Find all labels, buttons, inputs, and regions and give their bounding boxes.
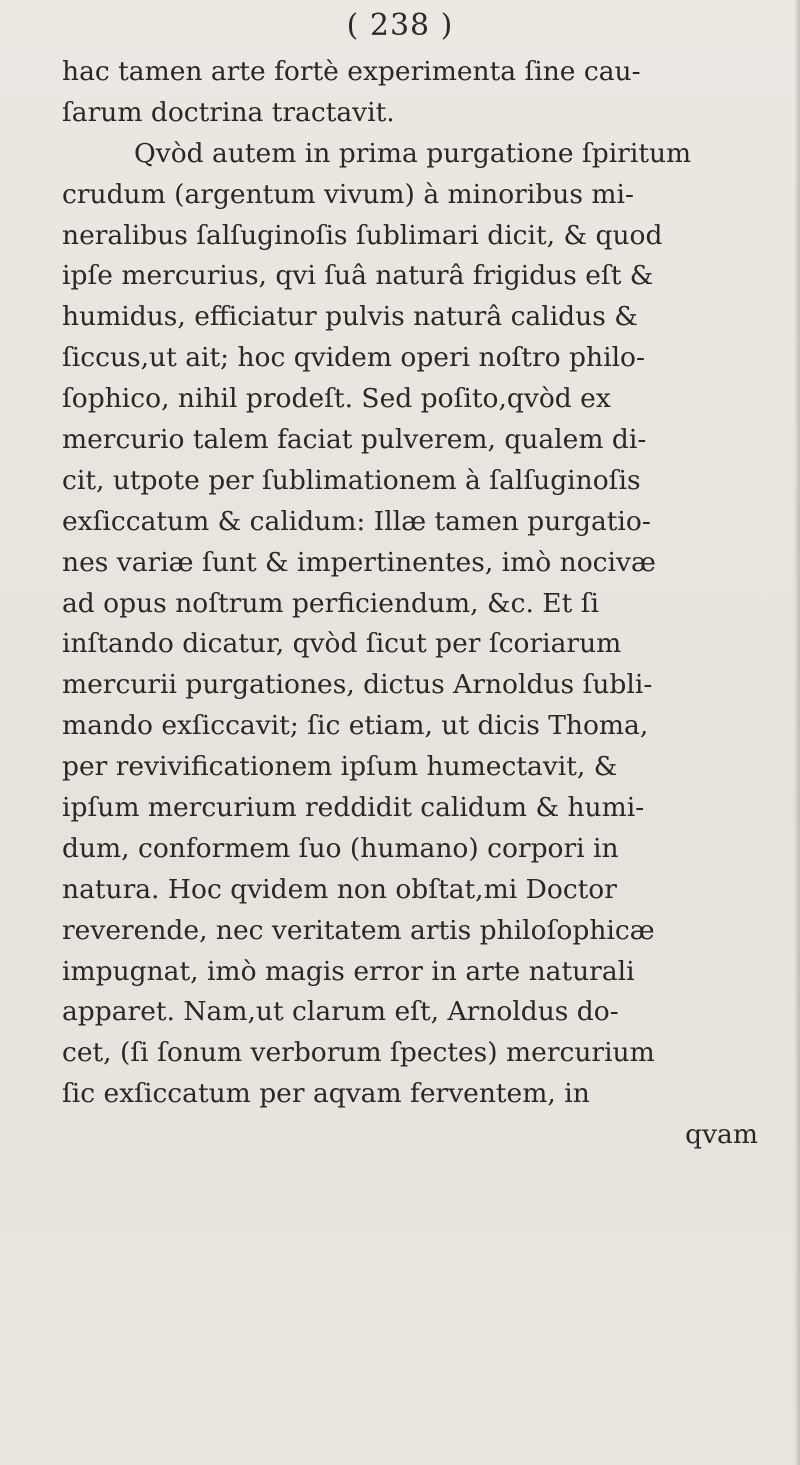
body-text (62, 52, 792, 1156)
text-line-11: cit, utpote per ſublimationem à ſalſuginoſis (62, 464, 641, 496)
text-line-24: apparet. Nam,ut clarum eſt, Arnoldus do- (62, 996, 619, 1028)
text-line-9: ſophico, nihil prodeſt. Sed poſito,qvòd ex (62, 383, 611, 415)
text-line-5: neralibus ſalſuginoſis ſublimari dicit, & quod (62, 219, 663, 251)
text-line-18: per revivificationem ipſum humectavit, & (62, 751, 618, 783)
text-line-6: ipſe mercurius, qvi ſuâ naturâ frigidus eſt & (62, 260, 654, 292)
text-line-19: ipſum mercurium reddidit calidum & humi- (62, 792, 645, 824)
text-line-2: ſarum doctrina tractavit. (62, 96, 395, 128)
text-line-20: dum, conformem ſuo (humano) corpori in (62, 832, 619, 864)
text-line-17: mando exſiccavit; ſic etiam, ut dicis Thoma, (62, 710, 649, 742)
text-line-4: crudum (argentum vivum) à minoribus mi- (62, 178, 634, 210)
catchword: qvam (685, 1119, 758, 1151)
text-line-21: natura. Hoc qvidem non obſtat,mi Doctor (62, 873, 617, 905)
page-number: ( 238 ) (346, 8, 454, 43)
text-line-25: cet, (ſi ſonum verborum ſpectes) mercurium (62, 1037, 655, 1069)
text-line-1: hac tamen arte fortè experimenta ſine cau- (62, 56, 641, 87)
text-line-10: mercurio talem faciat pulverem, qualem di- (62, 424, 647, 456)
text-line-13: nes variæ ſunt & impertinentes, imò nocivæ (62, 546, 656, 578)
text-line-23: impugnat, imò magis error in arte naturali (62, 955, 635, 987)
text-line-14: ad opus noſtrum perficiendum, &c. Et ſi (62, 587, 600, 619)
text-line-15: inſtando dicatur, qvòd ſicut per ſcoriarum (62, 628, 622, 660)
text-line-12: exſiccatum & calidum: Illæ tamen purgatio- (62, 505, 651, 537)
page-edge-shadow (794, 0, 800, 1465)
text-line-7: humidus, efficiatur pulvis naturâ calidus & (62, 301, 638, 333)
text-line-3: Qvòd autem in prima purgatione ſpiritum (134, 137, 692, 169)
text-line-22: reverende, nec veritatem artis philoſophicæ (62, 914, 655, 946)
text-line-16: mercurii purgationes, dictus Arnoldus ſubli- (62, 669, 653, 701)
text-line-8: ſiccus,ut ait; hoc qvidem operi noſtro philo- (62, 342, 645, 374)
text-line-26: ſic exſiccatum per aqvam ferventem, in (62, 1078, 590, 1110)
